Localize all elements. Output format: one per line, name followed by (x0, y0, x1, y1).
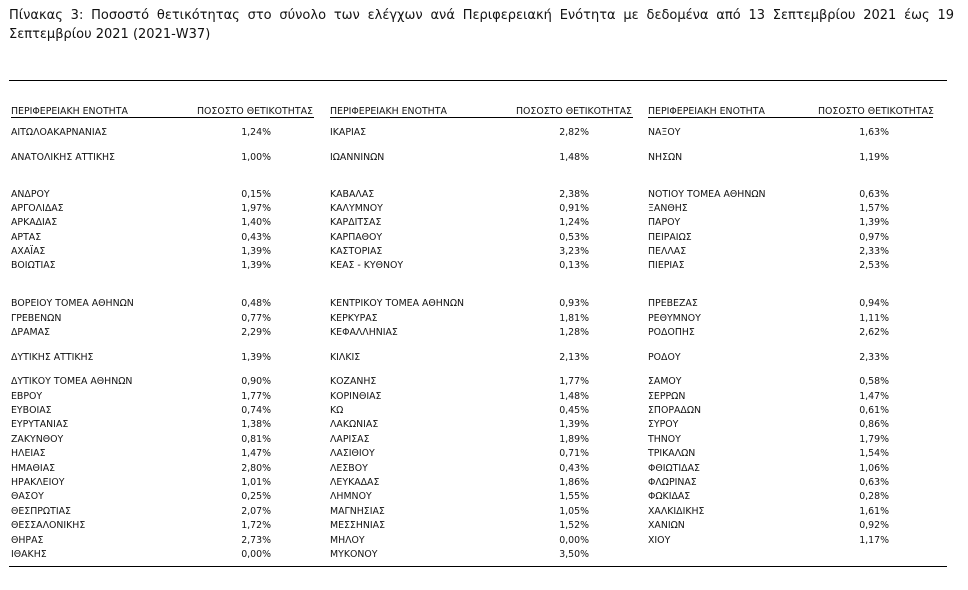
positivity-value: 0,25% (241, 491, 271, 502)
header-positivity: ΠΟΣΟΣΤΟ ΘΕΤΙΚΟΤΗΤΑΣ (516, 106, 632, 117)
region-name: ΚΑΒΑΛΑΣ (330, 189, 375, 200)
positivity-value: 2,13% (559, 352, 589, 363)
positivity-value: 0,92% (859, 520, 889, 531)
region-name: ΗΡΑΚΛΕΙΟΥ (11, 477, 65, 488)
region-name: ΛΕΥΚΑΔΑΣ (330, 477, 380, 488)
positivity-value: 1,17% (859, 535, 889, 546)
region-name: ΠΙΕΡΙΑΣ (648, 260, 685, 271)
positivity-value: 0,53% (559, 232, 589, 243)
region-name: ΚΑΛΥΜΝΟΥ (330, 203, 383, 214)
region-name: ΜΑΓΝΗΣΙΑΣ (330, 506, 385, 517)
region-name: ΚΟΖΑΝΗΣ (330, 376, 377, 387)
header-region: ΠΕΡΙΦΕΡΕΙΑΚΗ ΕΝΟΤΗΤΑ (11, 106, 128, 117)
positivity-value: 2,33% (859, 352, 889, 363)
positivity-value: 1,55% (559, 491, 589, 502)
positivity-value: 2,53% (859, 260, 889, 271)
region-name: ΝΟΤΙΟΥ ΤΟΜΕΑ ΑΘΗΝΩΝ (648, 189, 766, 200)
region-name: ΜΗΛΟΥ (330, 535, 365, 546)
region-name: ΞΑΝΘΗΣ (648, 203, 688, 214)
positivity-value: 1,61% (859, 506, 889, 517)
positivity-value: 1,52% (559, 520, 589, 531)
positivity-value: 1,39% (241, 260, 271, 271)
region-name: ΠΡΕΒΕΖΑΣ (648, 298, 698, 309)
positivity-value: 1,01% (241, 477, 271, 488)
region-name: ΛΗΜΝΟΥ (330, 491, 372, 502)
positivity-value: 1,40% (241, 217, 271, 228)
region-name: ΑΧΑΪΑΣ (11, 246, 46, 257)
region-name: ΘΕΣΠΡΩΤΙΑΣ (11, 506, 71, 517)
region-name: ΧΑΝΙΩΝ (648, 520, 685, 531)
positivity-value: 1,28% (559, 327, 589, 338)
region-name: ΜΥΚΟΝΟΥ (330, 549, 378, 560)
header-region: ΠΕΡΙΦΕΡΕΙΑΚΗ ΕΝΟΤΗΤΑ (330, 106, 447, 117)
positivity-value: 3,23% (559, 246, 589, 257)
region-name: ΑΡΚΑΔΙΑΣ (11, 217, 58, 228)
region-name: ΣΑΜΟΥ (648, 376, 682, 387)
positivity-value: 0,15% (241, 189, 271, 200)
region-name: ΡΟΔΟΠΗΣ (648, 327, 695, 338)
region-name: ΦΛΩΡΙΝΑΣ (648, 477, 697, 488)
region-name: ΑΝΑΤΟΛΙΚΗΣ ΑΤΤΙΚΗΣ (11, 152, 115, 163)
positivity-value: 1,24% (241, 127, 271, 138)
positivity-value: 1,54% (859, 448, 889, 459)
region-name: ΛΑΣΙΘΙΟΥ (330, 448, 375, 459)
positivity-value: 1,05% (559, 506, 589, 517)
region-name: ΚΕΦΑΛΛΗΝΙΑΣ (330, 327, 398, 338)
region-name: ΒΟΡΕΙΟΥ ΤΟΜΕΑ ΑΘΗΝΩΝ (11, 298, 134, 309)
positivity-value: 0,93% (559, 298, 589, 309)
region-name: ΦΘΙΩΤΙΔΑΣ (648, 463, 700, 474)
positivity-value: 0,81% (241, 434, 271, 445)
region-name: ΚΟΡΙΝΘΙΑΣ (330, 391, 382, 402)
positivity-value: 1,86% (559, 477, 589, 488)
region-name: ΖΑΚΥΝΘΟΥ (11, 434, 64, 445)
region-name: ΝΑΞΟΥ (648, 127, 681, 138)
positivity-value: 0,28% (859, 491, 889, 502)
bottom-rule (9, 566, 947, 567)
positivity-value: 2,80% (241, 463, 271, 474)
positivity-value: 1,81% (559, 313, 589, 324)
header-region: ΠΕΡΙΦΕΡΕΙΑΚΗ ΕΝΟΤΗΤΑ (648, 106, 765, 117)
positivity-value: 1,97% (241, 203, 271, 214)
region-name: ΤΗΝΟΥ (648, 434, 681, 445)
region-name: ΡΕΘΥΜΝΟΥ (648, 313, 701, 324)
positivity-value: 2,38% (559, 189, 589, 200)
header-underline (11, 117, 314, 118)
positivity-value: 0,63% (859, 477, 889, 488)
region-name: ΕΒΡΟΥ (11, 391, 43, 402)
positivity-value: 0,43% (559, 463, 589, 474)
region-name: ΧΑΛΚΙΔΙΚΗΣ (648, 506, 705, 517)
region-name: ΘΑΣΟΥ (11, 491, 44, 502)
positivity-value: 1,47% (859, 391, 889, 402)
header-underline (648, 117, 933, 118)
positivity-value: 0,91% (559, 203, 589, 214)
positivity-value: 0,48% (241, 298, 271, 309)
region-name: ΠΕΙΡΑΙΩΣ (648, 232, 692, 243)
positivity-value: 1,38% (241, 419, 271, 430)
region-name: ΠΕΛΛΑΣ (648, 246, 687, 257)
region-name: ΡΟΔΟΥ (648, 352, 681, 363)
region-name: ΣΕΡΡΩΝ (648, 391, 686, 402)
region-name: ΛΑΡΙΣΑΣ (330, 434, 370, 445)
positivity-value: 1,72% (241, 520, 271, 531)
positivity-value: 1,39% (241, 352, 271, 363)
positivity-value: 1,63% (859, 127, 889, 138)
region-name: ΦΩΚΙΔΑΣ (648, 491, 691, 502)
positivity-value: 2,82% (559, 127, 589, 138)
positivity-value: 0,74% (241, 405, 271, 416)
region-name: ΓΡΕΒΕΝΩΝ (11, 313, 62, 324)
region-name: ΙΚΑΡΙΑΣ (330, 127, 367, 138)
positivity-value: 0,13% (559, 260, 589, 271)
positivity-value: 1,24% (559, 217, 589, 228)
positivity-value: 1,39% (241, 246, 271, 257)
header-underline (330, 117, 633, 118)
positivity-value: 1,77% (559, 376, 589, 387)
positivity-value: 0,63% (859, 189, 889, 200)
region-name: ΛΕΣΒΟΥ (330, 463, 368, 474)
positivity-value: 1,39% (859, 217, 889, 228)
region-name: ΔΡΑΜΑΣ (11, 327, 50, 338)
region-name: ΔΥΤΙΚΗΣ ΑΤΤΙΚΗΣ (11, 352, 94, 363)
positivity-value: 1,19% (859, 152, 889, 163)
header-positivity: ΠΟΣΟΣΤΟ ΘΕΤΙΚΟΤΗΤΑΣ (818, 106, 934, 117)
positivity-value: 1,57% (859, 203, 889, 214)
positivity-value: 1,77% (241, 391, 271, 402)
positivity-value: 0,00% (559, 535, 589, 546)
positivity-value: 1,39% (559, 419, 589, 430)
region-name: ΗΛΕΙΑΣ (11, 448, 46, 459)
region-name: ΕΥΡΥΤΑΝΙΑΣ (11, 419, 69, 430)
region-name: ΠΑΡΟΥ (648, 217, 681, 228)
positivity-value: 2,29% (241, 327, 271, 338)
positivity-value: 1,48% (559, 391, 589, 402)
region-name: ΘΕΣΣΑΛΟΝΙΚΗΣ (11, 520, 86, 531)
region-name: ΑΝΔΡΟΥ (11, 189, 50, 200)
positivity-value: 1,11% (859, 313, 889, 324)
region-name: ΚΕΡΚΥΡΑΣ (330, 313, 378, 324)
region-name: ΙΘΑΚΗΣ (11, 549, 47, 560)
positivity-value: 1,79% (859, 434, 889, 445)
positivity-value: 1,47% (241, 448, 271, 459)
region-name: ΙΩΑΝΝΙΝΩΝ (330, 152, 385, 163)
region-name: ΑΡΓΟΛΙΔΑΣ (11, 203, 64, 214)
table-caption: Πίνακας 3: Ποσοστό θετικότητας στο σύνολο των ελέγχων ανά Περιφερειακή Ενότητα με δεδομένα από 13 Σεπτεμβρίου 2021 έως 19 Σεπτεμβρίου 2021 (2021-W37) (9, 8, 954, 42)
region-name: ΚΑΣΤΟΡΙΑΣ (330, 246, 383, 257)
positivity-value: 0,86% (859, 419, 889, 430)
positivity-value: 2,33% (859, 246, 889, 257)
region-name: ΒΟΙΩΤΙΑΣ (11, 260, 56, 271)
region-name: ΗΜΑΘΙΑΣ (11, 463, 56, 474)
region-name: ΚΕΝΤΡΙΚΟΥ ΤΟΜΕΑ ΑΘΗΝΩΝ (330, 298, 465, 309)
positivity-value: 1,48% (559, 152, 589, 163)
region-name: ΣΠΟΡΑΔΩΝ (648, 405, 702, 416)
positivity-value: 0,61% (859, 405, 889, 416)
region-name: ΚΕΑΣ - ΚΥΘΝΟΥ (330, 260, 404, 271)
positivity-value: 0,58% (859, 376, 889, 387)
positivity-value: 0,00% (241, 549, 271, 560)
region-name: ΤΡΙΚΑΛΩΝ (648, 448, 696, 459)
positivity-value: 2,73% (241, 535, 271, 546)
region-name: ΑΙΤΩΛΟΑΚΑΡΝΑΝΙΑΣ (11, 127, 108, 138)
positivity-value: 0,97% (859, 232, 889, 243)
region-name: ΣΥΡΟΥ (648, 419, 679, 430)
region-name: ΔΥΤΙΚΟΥ ΤΟΜΕΑ ΑΘΗΝΩΝ (11, 376, 133, 387)
positivity-value: 0,77% (241, 313, 271, 324)
positivity-value: 1,06% (859, 463, 889, 474)
positivity-value: 0,43% (241, 232, 271, 243)
positivity-value: 3,50% (559, 549, 589, 560)
region-name: ΛΑΚΩΝΙΑΣ (330, 419, 379, 430)
positivity-value: 1,89% (559, 434, 589, 445)
positivity-value: 0,94% (859, 298, 889, 309)
positivity-value: 0,90% (241, 376, 271, 387)
region-name: ΘΗΡΑΣ (11, 535, 44, 546)
top-rule (9, 80, 947, 81)
positivity-value: 1,00% (241, 152, 271, 163)
header-positivity: ΠΟΣΟΣΤΟ ΘΕΤΙΚΟΤΗΤΑΣ (197, 106, 313, 117)
positivity-value: 0,45% (559, 405, 589, 416)
region-name: ΜΕΣΣΗΝΙΑΣ (330, 520, 386, 531)
region-name: ΚΙΛΚΙΣ (330, 352, 361, 363)
positivity-value: 2,07% (241, 506, 271, 517)
positivity-value: 2,62% (859, 327, 889, 338)
region-name: ΕΥΒΟΙΑΣ (11, 405, 52, 416)
region-name: ΑΡΤΑΣ (11, 232, 42, 243)
positivity-value: 0,71% (559, 448, 589, 459)
region-name: ΚΑΡΠΑΘΟΥ (330, 232, 383, 243)
region-name: ΚΑΡΔΙΤΣΑΣ (330, 217, 382, 228)
region-name: ΧΙΟΥ (648, 535, 671, 546)
region-name: ΝΗΣΩΝ (648, 152, 683, 163)
region-name: ΚΩ (330, 405, 344, 416)
